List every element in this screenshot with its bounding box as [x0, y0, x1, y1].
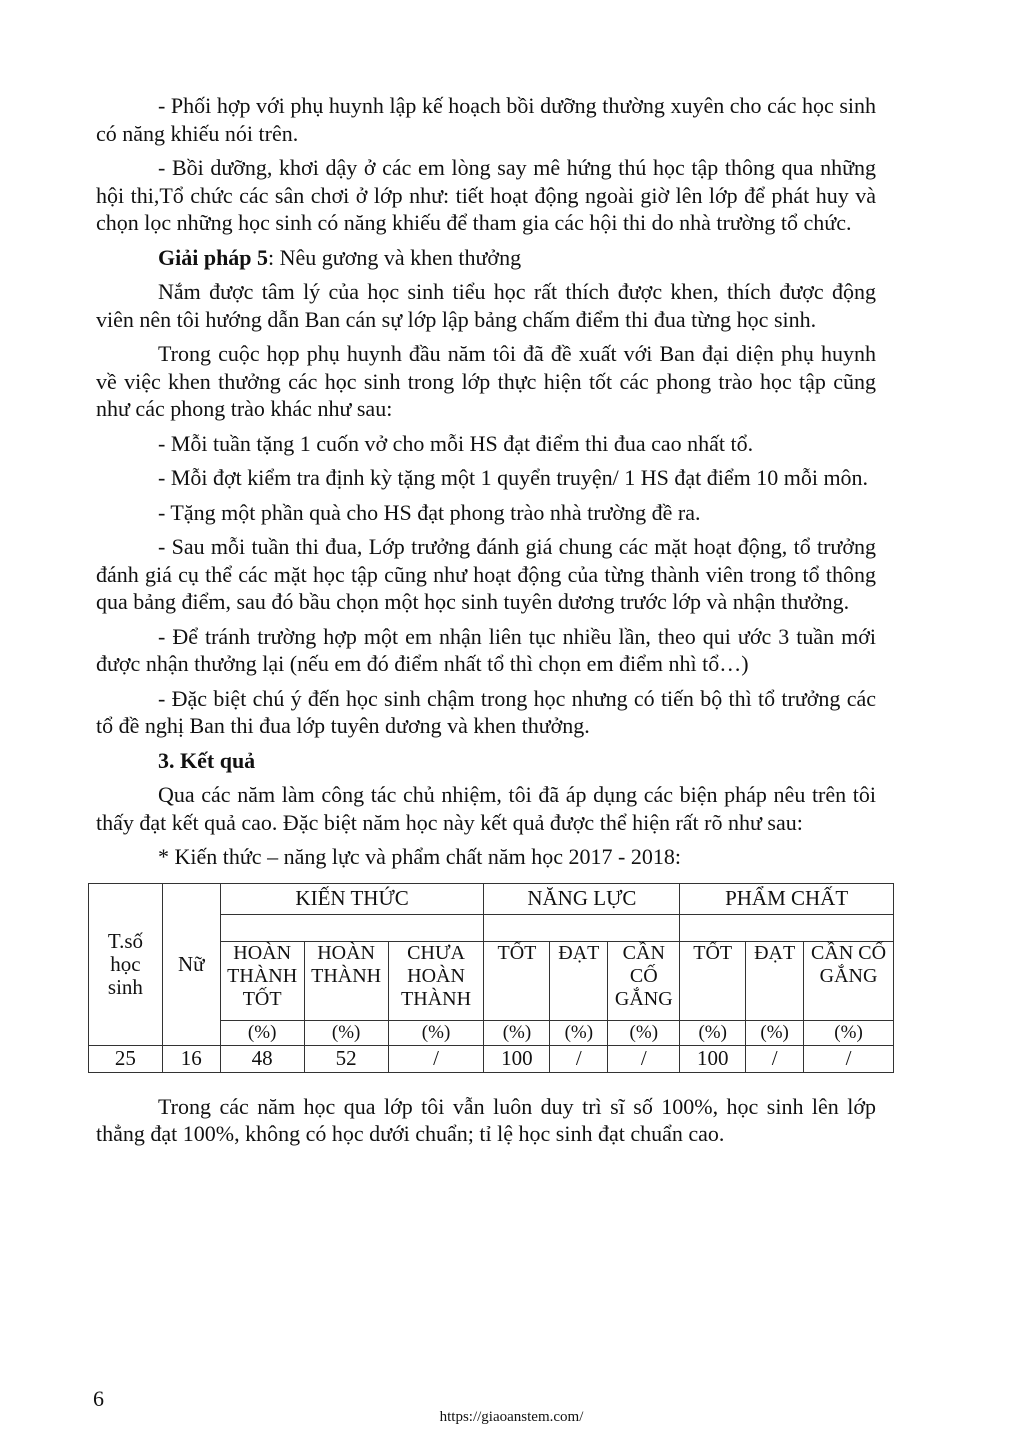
column-header: CẦN CỐ GẮNG: [804, 941, 894, 1020]
paragraph: Trong cuộc họp phụ huynh đầu năm tôi đã đề xuất với Ban đại diện phụ huynh về việc khen thưởng các học sinh trong lớp thực hiện tốt các phong trào học tập cũng như các phong trào khác như sau:: [96, 341, 876, 421]
table-cell: 48: [220, 1045, 304, 1072]
table-cell: /: [550, 1045, 608, 1072]
column-header: HOÀN THÀNH: [304, 941, 388, 1020]
paragraph: - Mỗi tuần tặng 1 cuốn vở cho mỗi HS đạt điểm thi đua cao nhất tổ.: [158, 430, 754, 456]
paragraph: - Mỗi đợt kiểm tra định kỳ tặng một 1 quyển truyện/ 1 HS đạt điểm 10 mỗi môn.: [158, 465, 869, 490]
unit-cell: (%): [608, 1020, 680, 1045]
column-header: ĐẠT: [550, 941, 608, 1020]
paragraph: - Bồi dưỡng, khơi dậy ở các em lòng say mê hứng thú học tập thông qua những hội thi,Tổ chức các sân chơi ở lớp như: tiết hoạt động ngoài giờ lên lớp để phát huy và chọn lọc những học sinh có năng khiếu để tham gia các hội thi do nhà trường tổ chức.: [96, 155, 876, 235]
paragraph: - Tặng một phần quà cho HS đạt phong trào nhà trường đề ra.: [158, 499, 701, 525]
paragraph: - Đặc biệt chú ý đến học sinh chậm trong học nhưng có tiến bộ thì tổ trưởng các tổ đề nghị Ban thi đua lớp tuyên dương và khen thưởng.: [96, 685, 876, 738]
paragraph: Nắm được tâm lý của học sinh tiểu học rất thích được khen, thích được động viên nên tôi hướng dẫn Ban cán sự lớp lập bảng chấm điểm thi đua từng học sinh.: [96, 279, 876, 332]
unit-cell: (%): [746, 1020, 804, 1045]
unit-cell: (%): [484, 1020, 550, 1045]
table-cell: /: [388, 1045, 484, 1072]
column-header: CẦN CỐ GẮNG: [608, 941, 680, 1020]
table-group-row: [89, 883, 894, 914]
page-number: 6: [93, 1386, 104, 1411]
table-row: [89, 1045, 894, 1072]
paragraph: - Phối hợp với phụ huynh lập kế hoạch bồi dưỡng thường xuyên cho các học sinh có năng khiếu nói trên.: [96, 93, 876, 146]
table-cell: 100: [484, 1045, 550, 1072]
solution-5-title: : Nêu gương và khen thưởng: [268, 244, 522, 270]
table-cell: /: [608, 1045, 680, 1072]
results-table: [88, 883, 894, 1073]
table-cell: /: [804, 1045, 894, 1072]
section-3-intro: Qua các năm làm công tác chủ nhiệm, tôi đã áp dụng các biện pháp nêu trên tôi thấy đạt kết quả cao. Đặc biệt năm học này kết quả được thể hiện rất rõ như sau:: [96, 782, 876, 835]
paragraph: - Để tránh trường hợp một em nhận liên tục nhiều lần, theo qui ước 3 tuần mới được nhận thưởng lại (nếu em đó điểm nhất tổ thì chọn em điểm nhì tổ…): [96, 623, 876, 676]
document-page: [96, 92, 887, 1155]
unit-cell: (%): [550, 1020, 608, 1045]
table-cell: 100: [680, 1045, 746, 1072]
unit-cell: (%): [220, 1020, 304, 1045]
female-value: 16: [162, 1045, 220, 1072]
blank-cell: [680, 914, 894, 941]
footer-url[interactable]: https://giaoanstem.com/: [439, 1409, 584, 1425]
column-header: CHƯA HOÀN THÀNH: [388, 941, 484, 1020]
unit-cell: (%): [388, 1020, 484, 1045]
total-students-header: T.số học sinh: [89, 883, 163, 1045]
paragraph: - Sau mỗi tuần thi đua, Lớp trưởng đánh giá chung các mặt hoạt động, tổ trưởng đánh giá cụ thể các mặt học tập cũng như hoạt động của từng thành viên trong tổ thông qua bảng điểm, sau đó bầu chọn một học sinh tuyên dương trước lớp và nhận thưởng.: [96, 534, 876, 614]
solution-5-heading: [96, 244, 876, 272]
knowledge-group-header: KIẾN THỨC: [220, 883, 484, 914]
table-cell: /: [746, 1045, 804, 1072]
total-students-value: 25: [89, 1045, 163, 1072]
quality-group-header: PHẨM CHẤT: [680, 883, 894, 914]
section-3-heading: 3. Kết quả: [158, 747, 256, 773]
column-header: ĐẠT: [746, 941, 804, 1020]
table-caption: * Kiến thức – năng lực và phẩm chất năm học 2017 - 2018:: [158, 844, 681, 869]
blank-cell: [484, 914, 680, 941]
female-header: Nữ: [162, 883, 220, 1045]
column-header: TỐT: [484, 941, 550, 1020]
unit-cell: (%): [680, 1020, 746, 1045]
closing-paragraph: Trong các năm học qua lớp tôi vẫn luôn duy trì sĩ số 100%, học sinh lên lớp thẳng đạt 100%, không có học dưới chuẩn; tỉ lệ học sinh đạt chuẩn cao.: [96, 1093, 876, 1146]
column-header: HOÀN THÀNH TỐT: [220, 941, 304, 1020]
unit-cell: (%): [804, 1020, 894, 1045]
solution-5-label: Giải pháp 5: [158, 244, 269, 270]
unit-cell: (%): [304, 1020, 388, 1045]
blank-cell: [220, 914, 484, 941]
table-cell: 52: [304, 1045, 388, 1072]
competence-group-header: NĂNG LỰC: [484, 883, 680, 914]
column-header: TỐT: [680, 941, 746, 1020]
